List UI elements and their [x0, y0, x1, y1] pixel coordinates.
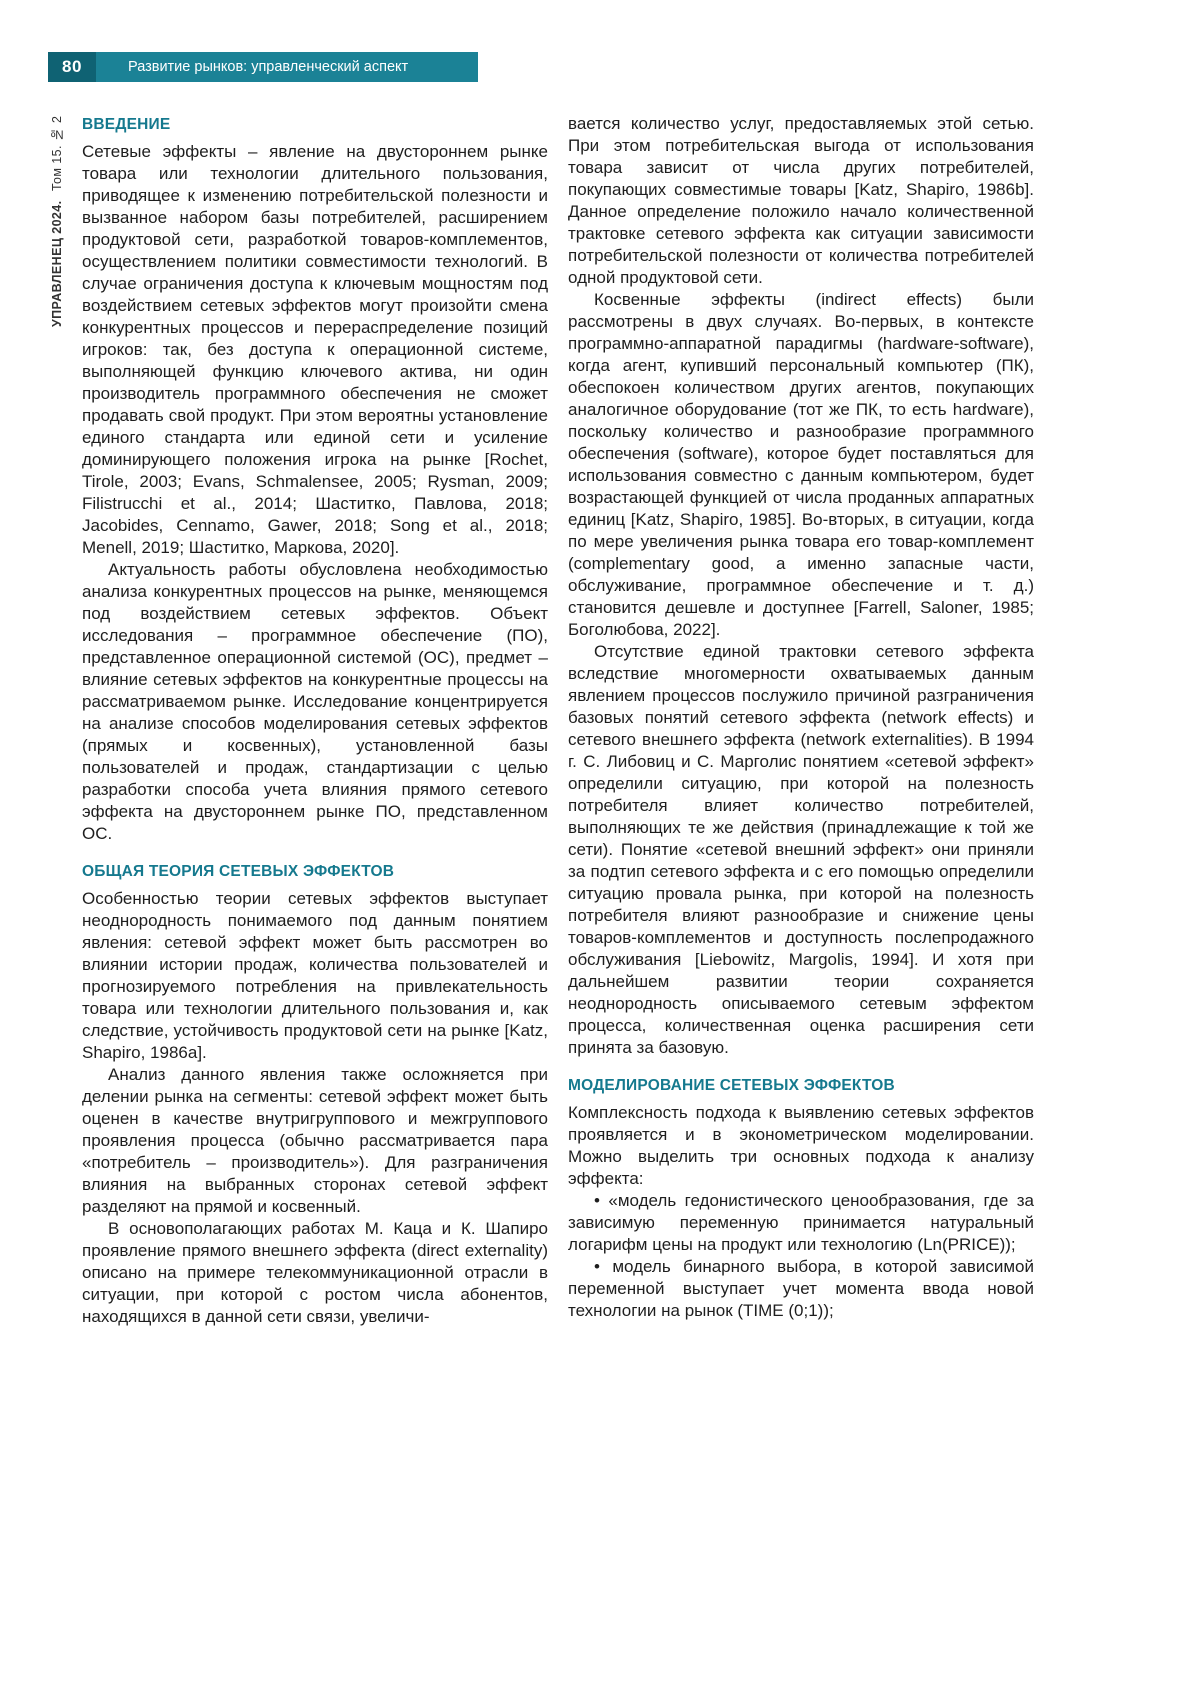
paragraph: Комплексность подхода к выявлению сетевых эффектов проявляется и в эконометрическом моделировании. Можно выделить три основных подхода к анализу эффекта:	[568, 1103, 1034, 1188]
paragraph: В основополагающих работах М. Каца и К. Шапиро проявление прямого внешнего эффекта (direct externality) описано на примере телекоммуникационной отрасли в ситуации, при которой с ростом числа абонентов, находящихся в данной сети связи, увеличи-	[82, 1219, 548, 1326]
page-number: 80	[48, 52, 96, 82]
right-column	[568, 113, 1034, 1328]
paragraph: Актуальность работы обусловлена необходимостью анализа конкурентных процессов на рынке, меняющемся под воздействием сетевых эффектов. Объект исследования – программное обеспечение (ПО), представленное операционной системой (ОС), предмет – влияние сетевых эффектов на конкурентные процессы на рассматриваемом рынке. Исследование концентрируется на анализе способов моделирования сетевых эффектов (прямых и косвенных), установленной базы пользователей и продаж, стандартизации с целью разработки способа учета влияния прямого сетевого эффекта на двустороннем рынке ПО, представленном ОС.	[82, 560, 548, 843]
paragraph: Отсутствие единой трактовки сетевого эффекта вследствие многомерности охватываемых данным явлением процессов послужило причиной разграничения базовых понятий сетевого эффекта (network effects) и сетевого внешнего эффекта (network externalities). В 1994 г. С. Либовиц и С. Марголис понятием «сетевой эффект» определили ситуацию, при которой на полезность потребителя влияет количество потребителей, выполняющих те же действия (принадлежащие к той же сети). Понятие «сетевой внешний эффект» они приняли за подтип сетевого эффекта и с его помощью определили ситуацию провала рынка, при которой на полезность потребителя влияют разнообразие и снижение цены товаров-комплементов и доступность послепродажного обслуживания [Liebowitz, Margolis, 1994]. И хотя при дальнейшем развитии теории сохраняется неоднородность описываемого сетевым эффектом процесса, количественная оценка расширения сети принята за базовую.	[568, 642, 1034, 1057]
journal-name-year: УПРАВЛЕНЕЦ 2024.	[50, 200, 64, 327]
paragraph: Сетевые эффекты – явление на двустороннем рынке товара или технологии длительного пользования, приводящее к изменению потребительской полезности и вызванное набором базы потребителей, расширением продуктовой сети, разработкой товаров-комплементов, осуществлением политики совместимости технологий. В случае ограничения доступа к ключевым мощностям под воздействием сетевых эффектов могут произойти смена конкурентных процессов и перераспределение позиций игроков: так, без доступа к операционной системе, выполняющей функцию ключевого актива, ни один производитель программного обеспечения не сможет продавать свой продукт. При этом вероятны установление единого стандарта или единой сети и усиление доминирующего положения игрока на рынке [Rochet, Tirole, 2003; Evans, Schmalensee, 2005; Rysman, 2009; Filistrucchi et al., 2014; Шаститко, Павлова, 2018; Jacobides, Cennamo, Gawer, 2018; Song et al., 2018; Menell, 2019; Шаститко, Маркова, 2020].	[82, 142, 548, 557]
section-heading-general-theory: ОБЩАЯ ТЕОРИЯ СЕТЕВЫХ ЭФФЕКТОВ	[82, 863, 395, 880]
paragraph: вается количество услуг, предоставляемых этой сетью. При этом потребительская выгода от использования товара зависит от числа других потребителей, покупающих совместимые товары [Katz, Shapiro, 1986b]. Данное определение положило начало количественной трактовке сетевого эффекта как ситуации зависимости потребительской полезности от количества потребителей одной продуктовой сети.	[568, 114, 1034, 287]
running-header	[48, 52, 478, 82]
running-title: Развитие рынков: управленческий аспект	[96, 52, 478, 82]
left-column	[82, 113, 548, 1328]
journal-volume-issue: Том 15. № 2	[50, 115, 64, 191]
article-body	[82, 113, 1034, 1328]
paragraph: Особенностью теории сетевых эффектов выступает неоднородность понимаемого под данным понятием явления: сетевой эффект может быть рассмотрен во влиянии истории продаж, количества пользователей и прогнозируемого потребления на привлекательность товара или технологии длительного пользования и, как следствие, устойчивость продуктовой сети на рынке [Katz, Shapiro, 1986a].	[82, 889, 548, 1062]
bullet-item: • модель бинарного выбора, в которой зависимой переменной выступает учет момента ввода новой технологии на рынок (TIME (0;1));	[568, 1257, 1034, 1320]
section-heading-modeling: МОДЕЛИРОВАНИЕ СЕТЕВЫХ ЭФФЕКТОВ	[568, 1077, 895, 1094]
paragraph: Косвенные эффекты (indirect effects) были рассмотрены в двух случаях. Во-первых, в контексте программно-аппаратной парадигмы (hardware-software), когда агент, купивший персональный компьютер (ПК), обеспокоен количеством других агентов, покупающих аналогичное оборудование (тот же ПК, то есть hardware), поскольку количество и разнообразие программного обеспечения (software), которое будет поставляться для использования совместно с данным компьютером, будет возрастающей функцией от числа проданных аппаратных единиц [Katz, Shapiro, 1985]. Во-вторых, в ситуации, когда по мере увеличения рынка товара его товар-комплемент (complementary good, а именно запасные части, обслуживание, программное обеспечение и т. д.) становится дешевле и доступнее [Farrell, Saloner, 1985; Боголюбова, 2022].	[568, 290, 1034, 639]
bullet-item: • «модель гедонистического ценообразования, где за зависимую переменную принимается натуральный логарифм цены на продукт или технологию (Ln(PRICE));	[568, 1191, 1034, 1254]
journal-sidebar-strip	[50, 112, 70, 327]
paragraph: Анализ данного явления также осложняется при делении рынка на сегменты: сетевой эффект может быть оценен в качестве внутригруппового и межгруппового проявления процесса (обычно рассматривается пара «потребитель – производитель»). Для разграничения влияния на выбранных сторонах сетевой эффект разделяют на прямой и косвенный.	[82, 1065, 548, 1216]
section-heading-introduction: ВВЕДЕНИЕ	[82, 116, 171, 133]
